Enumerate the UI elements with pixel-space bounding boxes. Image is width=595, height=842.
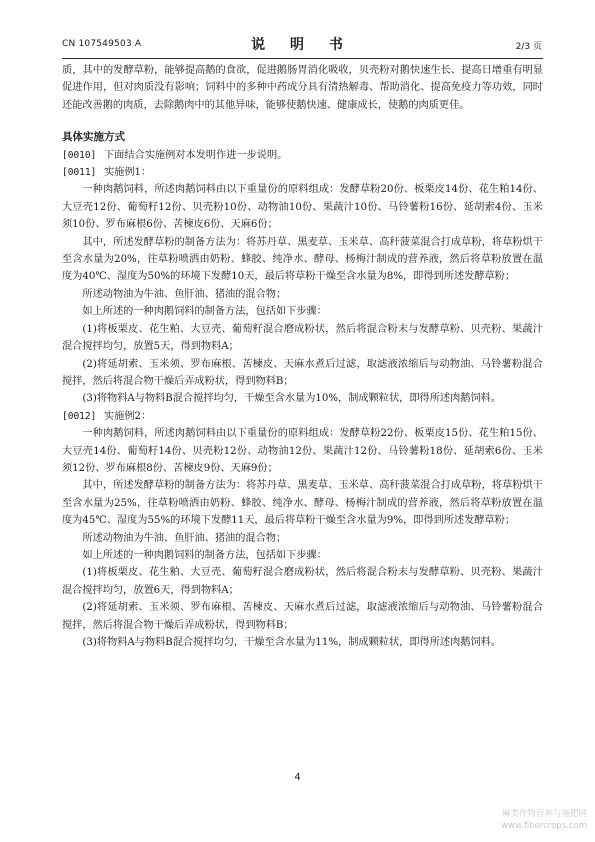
example-heading: 实施例2：: [104, 410, 152, 422]
paragraph-0010: [62, 147, 543, 164]
example2-animal-oil: 所述动物油为牛油、鱼肝油、猪油的混合物；: [82, 532, 287, 544]
header-rule: [62, 58, 543, 59]
page-of-indicator: 2/3 页: [515, 42, 542, 52]
example2-method-intro: 如上所述的一种肉鹅饲料的制备方法，包括如下步骤：: [82, 549, 327, 561]
example1-step-3: (3)将物料A与物料B混合搅拌均匀，干燥至含水量为10%，制成颗粒状，即得所述肉鹅饲料。: [82, 393, 502, 405]
paragraph-number: [0011]: [62, 167, 97, 179]
paragraph-number: [0010]: [62, 149, 97, 161]
page-number: 4: [294, 772, 301, 783]
section-gap: [62, 114, 543, 129]
paragraph-0012: [62, 408, 543, 425]
paragraph-number: [0012]: [62, 410, 97, 422]
example-heading: 实施例1：: [104, 167, 152, 179]
example2-step-1: (1)将板栗皮、花生粕、大豆壳、葡萄籽混合磨成粉状，然后将混合粉末与发酵草粉、贝壳粉、果蔬汁混合搅拌均匀，放置6天，得到物料A；: [62, 567, 543, 596]
example2-fermented-grass-method: 其中，所述发酵草粉的制备方法为：将苏丹草、黑麦草、玉米草、高秆菠菜混合打成草粉，将草粉烘干至含水量为25%，往草粉喷洒由奶粉、蜂胶、纯净水、酵母、杨梅汁制成的营养液，然后将草粉放置在温度为45℃、湿度为55%的环境下发酵11天，最后将草粉干燥至含水量为9%，即得到所述发酵草粉；: [62, 480, 543, 527]
example1-method-intro: 如上所述的一种肉鹅饲料的制备方法，包括如下步骤：: [82, 306, 327, 318]
paragraph-text: 下面结合实施例对本发明作进一步说明。: [104, 149, 288, 161]
example2-step-2: (2)将延胡索、玉米须、罗布麻根、苦楝皮、天麻水煮后过滤，取滤液浓缩后与动物油、马铃薯粉混合搅拌，然后将混合物干燥后弄成粉状，得到物料B；: [62, 602, 543, 631]
watermark-line-1: 麻类作物营养与施肥网: [501, 809, 587, 819]
example1-animal-oil: 所述动物油为牛油、鱼肝油、猪油的混合物；: [82, 288, 287, 300]
example2-composition: 一种肉鹅饲料，所述肉鹅饲料由以下重量份的原料组成：发酵草粉22份、板栗皮15份、花生粕15份、大豆壳14份、葡萄籽14份、贝壳粉12份、动物油12份、果蔬汁12份、马铃薯粉18份、延胡索6份、玉米须12份、罗布麻根8份、苦楝皮9份、天麻9份；: [62, 428, 543, 474]
section-title: 具体实施方式: [62, 131, 125, 144]
document-body: [62, 62, 543, 651]
watermark-line-2: www.fibercrops.com: [501, 821, 587, 831]
example1-step-2: (2)将延胡索、玉米须、罗布麻根、苦楝皮、天麻水煮后过滤，取滤液浓缩后与动物油、马铃薯粉混合搅拌，然后将混合物干燥后弄成粉状，得到物料B；: [62, 358, 543, 387]
publication-number: CN 107549503 A: [62, 39, 142, 49]
example2-step-3: (3)将物料A与物料B混合搅拌均匀，干燥至含水量为11%，制成颗粒状，即得所述肉鹅饲料。: [82, 637, 502, 648]
page-header: [62, 34, 542, 54]
site-watermark: [427, 808, 587, 832]
example1-composition: 一种肉鹅饲料，所述肉鹅饲料由以下重量份的原料组成：发酵草粉20份、板栗皮14份、花生粕14份、大豆壳12份、葡萄籽12份、贝壳粉10份、动物油10份、果蔬汁10份、马铃薯粉16份、延胡索4份、玉米须10份、罗布麻根6份、苦楝皮6份、天麻6份；: [62, 184, 543, 231]
document-title: 说 明 书: [251, 37, 353, 53]
example1-step-1: (1)将板栗皮、花生粕、大豆壳、葡萄籽混合磨成粉状，然后将混合粉末与发酵草粉、贝壳粉、果蔬汁混合搅拌均匀，放置5天，得到物料A；: [62, 323, 543, 353]
intro-paragraph: 质，其中的发酵草粉，能够提高鹅的食欲，促进鹅肠胃消化吸收，贝壳粉对鹅快速生长、提高日增重有明显促进作用，但对肉质没有影响；饲料中的多种中药成分具有清热解毒、帮助消化、提高免疫力等功效，同时还能改善鹅的肉质，去除鹅肉中的其他异味，能够使鹅快速、健康成长，使鹅的肉质更佳。: [62, 65, 543, 111]
example1-fermented-grass-method: 其中，所述发酵草粉的制备方法为：将苏丹草、黑麦草、玉米草、高秆菠菜混合打成草粉，将草粉烘干至含水量为20%，往草粉喷洒由奶粉、蜂胶、纯净水、酵母、杨梅汁制成的营养液，然后将草粉放置在温度为40℃、湿度为50%的环境下发酵10天，最后将草粉干燥至含水量为8%，即得到所述发酵草粉；: [62, 236, 543, 283]
paragraph-0011: [62, 164, 543, 181]
